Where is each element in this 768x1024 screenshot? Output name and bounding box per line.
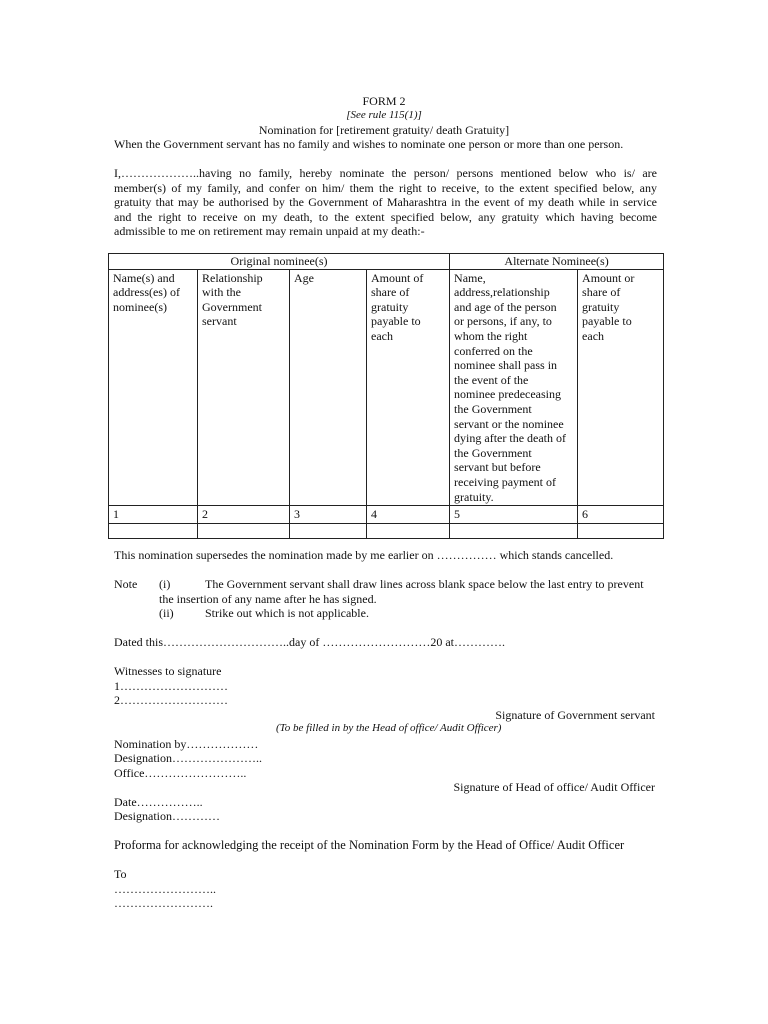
- header-line: Relationship: [202, 270, 263, 285]
- header-line: payable to: [371, 314, 421, 329]
- header-line: share of: [371, 285, 410, 300]
- column-number: 1: [109, 506, 198, 524]
- declaration-line: member(s) of my family, and confer on him/ them the right to receive, to the extent specified below, any: [114, 180, 657, 195]
- declaration-paragraph: [114, 166, 657, 239]
- header-line: dying after the death of: [454, 431, 567, 446]
- note-label: Note: [114, 577, 138, 591]
- declaration-line: gratuity that may be authorised by the Government of Maharashtra in the event of my death while in service: [114, 195, 657, 210]
- to-label: To: [114, 867, 127, 881]
- header-line: address,relationship: [454, 285, 550, 300]
- header-line: nominee shall pass in: [454, 358, 558, 373]
- declaration-line: admissible to me on retirement may remain unpaid at my death:-: [114, 224, 425, 239]
- header-line: conferred on the: [454, 343, 533, 358]
- header-line: Amount or: [582, 270, 635, 285]
- header-line: the Government: [454, 401, 532, 416]
- nomination-title: Nomination for [retirement gratuity/ death Gratuity]: [258, 123, 510, 137]
- supersede-statement: This nomination supersedes the nomination made by me earlier on …………… which stands cancelled.: [114, 548, 614, 562]
- column-number: 3: [290, 506, 367, 524]
- designation-line: Designation…………………..: [114, 751, 262, 765]
- column-number: 6: [578, 506, 664, 524]
- blank-cell[interactable]: [198, 523, 290, 538]
- header-line: receiving payment of: [454, 474, 557, 489]
- header-line: Name(s) and: [113, 270, 175, 285]
- designation-line-2: Designation…………: [114, 809, 220, 823]
- header-line: nominee(s): [113, 299, 167, 314]
- blank-cell[interactable]: [450, 523, 578, 538]
- header-line: payable to: [582, 314, 632, 329]
- header-line: or persons, if any, to: [454, 314, 552, 329]
- to-address-line-1: ……………………..: [114, 882, 216, 896]
- header-line: with the: [202, 285, 241, 300]
- blank-cell[interactable]: [578, 523, 664, 538]
- header-line: servant: [202, 314, 237, 329]
- col-header-age: [290, 269, 367, 506]
- column-number: 2: [198, 506, 290, 524]
- head-of-office-instruction: (To be filled in by the Head of office/ Audit Officer): [276, 722, 502, 734]
- table-column-header-row: [109, 269, 664, 506]
- nomination-by-line: Nomination by………………: [114, 737, 259, 751]
- header-line: Government: [202, 299, 262, 314]
- table-blank-row: [109, 523, 664, 538]
- col-header-alternate-details: [450, 269, 578, 506]
- column-number: 5: [450, 506, 578, 524]
- header-line: share of: [582, 285, 621, 300]
- form-title: FORM 2: [362, 94, 406, 108]
- note-i-continuation: the insertion of any name after he has signed.: [159, 592, 377, 606]
- header-line: Amount of: [371, 270, 424, 285]
- column-number: 4: [367, 506, 450, 524]
- header-line: nominee predeceasing: [454, 387, 561, 402]
- header-line: servant but before: [454, 460, 541, 475]
- header-line: address(es) of: [113, 285, 180, 300]
- header-line: gratuity.: [454, 489, 494, 504]
- header-line: Age: [294, 270, 314, 285]
- note-ii-text: Strike out which is not applicable.: [205, 606, 369, 620]
- table-number-row: [109, 506, 664, 524]
- alternate-nominees-header: Alternate Nominee(s): [450, 254, 664, 270]
- witnesses-heading: Witnesses to signature: [114, 664, 222, 678]
- rule-reference: [See rule 115(1)]: [346, 109, 422, 121]
- blank-cell[interactable]: [290, 523, 367, 538]
- header-line: servant or the nominee: [454, 416, 564, 431]
- col-header-alternate-amount: [578, 269, 664, 506]
- original-nominees-header: Original nominee(s): [109, 254, 450, 270]
- table-group-header-row: [109, 254, 664, 270]
- header-line: gratuity: [582, 299, 620, 314]
- witness-line-1: 1………………………: [114, 679, 228, 693]
- col-header-name-address: [109, 269, 198, 506]
- dated-line: Dated this…………………………..day of ………………………20 at………….: [114, 635, 505, 649]
- header-line: each: [371, 328, 393, 343]
- declaration-line: I,………………..having no family, hereby nominate the person/ persons mentioned below who is/ are: [114, 166, 657, 180]
- blank-cell[interactable]: [367, 523, 450, 538]
- to-address-line-2: …………………….: [114, 896, 213, 910]
- header-line: gratuity: [371, 299, 409, 314]
- nominee-table: [108, 253, 664, 539]
- header-line: and age of the person: [454, 299, 557, 314]
- note-marker-i: (i): [159, 577, 171, 591]
- header-line: each: [582, 328, 605, 343]
- witness-line-2: 2………………………: [114, 693, 228, 707]
- note-marker-ii: (ii): [159, 606, 174, 620]
- col-header-amount-share: [367, 269, 450, 506]
- office-line: Office……………………..: [114, 766, 247, 780]
- signature-head-of-office: Signature of Head of office/ Audit Officer: [453, 780, 655, 794]
- note-i-text: The Government servant shall draw lines across blank space below the last entry to prevent: [205, 577, 644, 591]
- col-header-relationship: [198, 269, 290, 506]
- proforma-heading: Proforma for acknowledging the receipt of the Nomination Form by the Head of Office/ Audit Officer: [114, 838, 625, 852]
- header-line: the event of the: [454, 372, 529, 387]
- signature-government-servant: Signature of Government servant: [495, 708, 655, 722]
- applicability-statement: When the Government servant has no family and wishes to nominate one person or more than one person.: [114, 137, 624, 151]
- header-line: whom the right: [454, 328, 528, 343]
- date-line: Date……………..: [114, 795, 203, 809]
- header-line: the Government: [454, 445, 532, 460]
- declaration-line: and the right to receive on my death, to the extent specified below, any gratuity which having become: [114, 209, 657, 224]
- blank-cell[interactable]: [109, 523, 198, 538]
- header-line: Name,: [454, 270, 486, 285]
